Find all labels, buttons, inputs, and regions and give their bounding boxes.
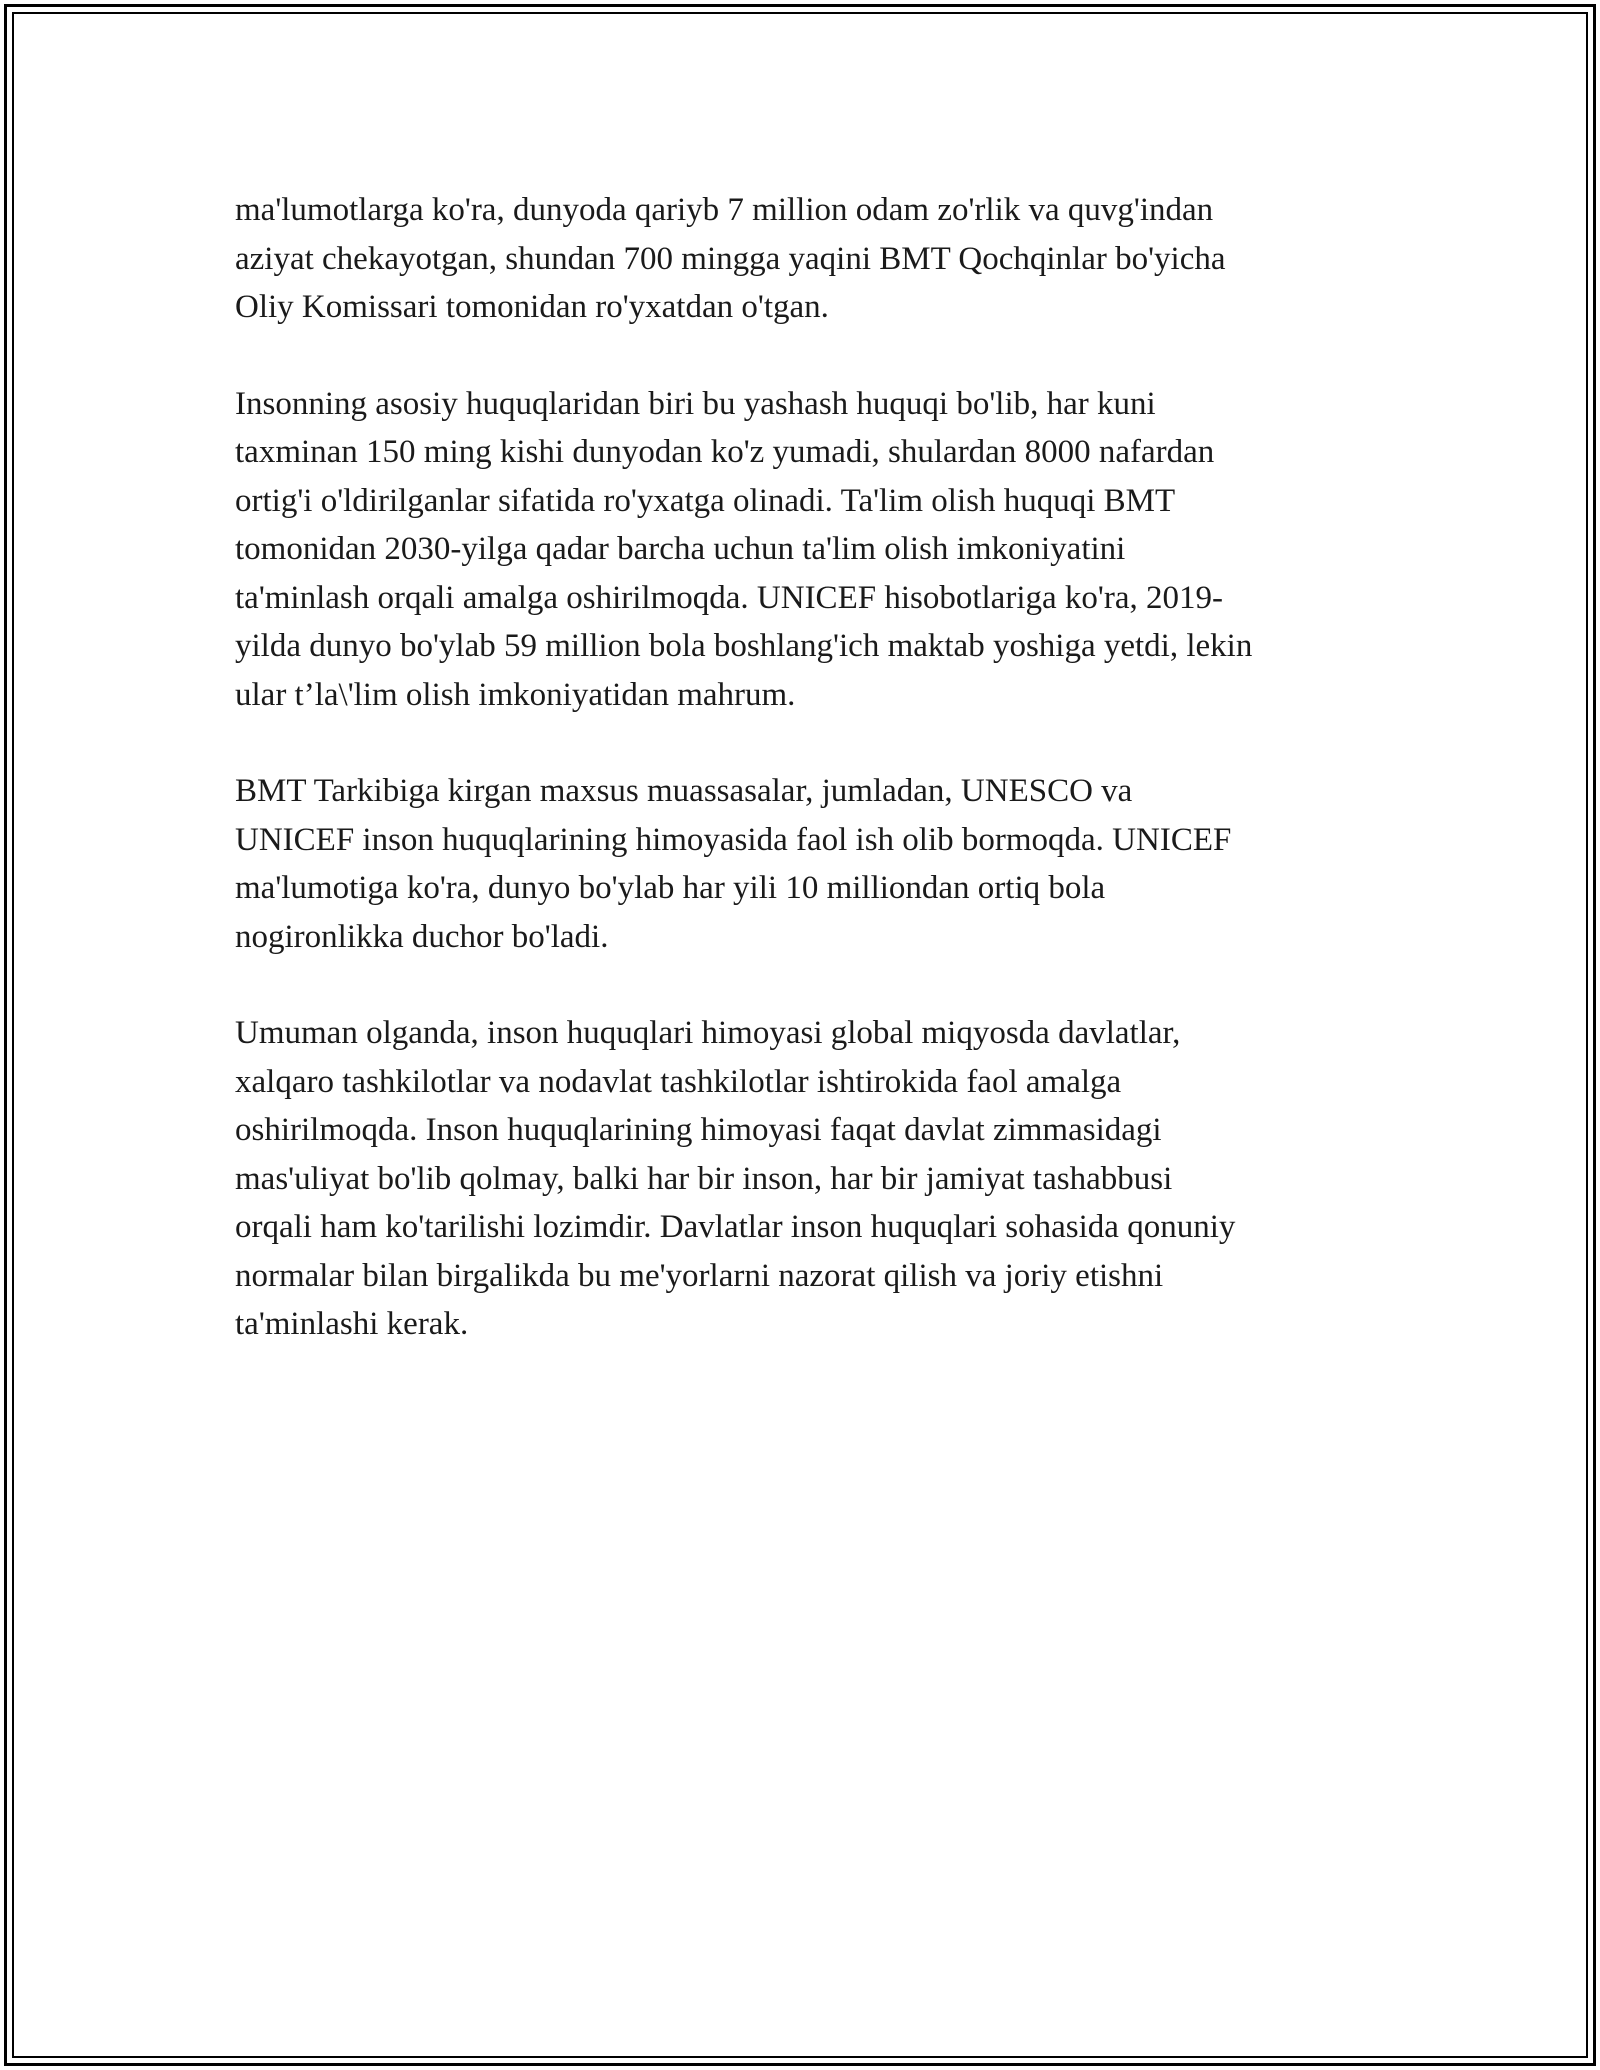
paragraph-refugees [235,186,1375,332]
text-line: nogironlikka duchor bo'ladi. [235,918,609,955]
document-body [235,186,1375,1397]
text-line: ta'minlashi kerak. [235,1306,469,1342]
paragraph-right-to-life [235,380,1375,720]
text-line: oshirilmoqda. Inson huquqlarining himoyasi faqat davlat zimmasidagi [235,1112,1162,1148]
text-line: mas'uliyat bo'lib qolmay, balki har bir inson, har bir jamiyat tashabbusi [235,1160,1173,1197]
text-line: ta'minlash orqali amalga oshirilmoqda. UNICEF hisobotlariga ko'ra, 2019- [235,579,1223,616]
paragraph-un-agencies [235,767,1375,961]
text-line: UNICEF inson huquqlarining himoyasida faol ish olib bormoqda. UNICEF [235,821,1232,858]
text-line: ma'lumotlarga ko'ra, dunyoda qariyb 7 million odam zo'rlik va quvg'indan [235,192,1214,228]
text-line: Umuman olganda, inson huquqlari himoyasi global miqyosda davlatlar, [235,1015,1181,1051]
text-line: aziyat chekayotgan, shundan 700 mingga yaqini BMT Qochqinlar bo'yicha [235,240,1226,277]
text-line: Oliy Komissari tomonidan ro'yxatdan o'tgan. [235,289,829,325]
text-line: ma'lumotiga ko'ra, dunyo bo'ylab har yili 10 milliondan ortiq bola [235,870,1106,906]
text-line: xalqaro tashkilotlar va nodavlat tashkilotlar ishtirokida faol amalga [235,1063,1122,1100]
paragraph-conclusion [235,1009,1375,1349]
text-line: BMT Tarkibiga kirgan maxsus muassasalar, jumladan, UNESCO va [235,773,1133,809]
text-line: normalar bilan birgalikda bu me'yorlarni nazorat qilish va joriy etishni [235,1257,1164,1294]
text-line: Insonning asosiy huquqlaridan biri bu yashash huquqi bo'lib, har kuni [235,385,1156,422]
text-line: ortig'i o'ldirilganlar sifatida ro'yxatga olinadi. Ta'lim olish huquqi BMT [235,482,1176,519]
text-line: tomonidan 2030-yilga qadar barcha uchun ta'lim olish imkoniyatini [235,531,1126,567]
text-line: ular t’la\'lim olish imkoniyatidan mahrum. [235,676,796,713]
text-line: yilda dunyo bo'ylab 59 million bola boshlang'ich maktab yoshiga yetdi, lekin [235,628,1253,664]
text-line: orqali ham ko'tarilishi lozimdir. Davlatlar inson huquqlari sohasida qonuniy [235,1209,1236,1245]
text-line: taxminan 150 ming kishi dunyodan ko'z yumadi, shulardan 8000 nafardan [235,434,1215,470]
